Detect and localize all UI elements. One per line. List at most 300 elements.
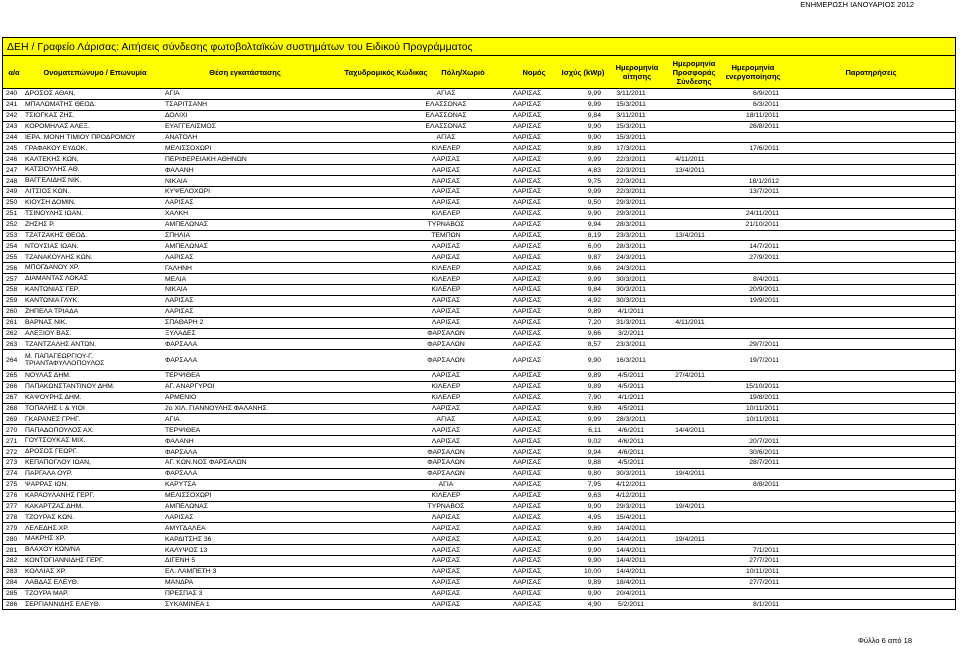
cell-offer <box>663 491 717 501</box>
cell-act <box>725 198 779 208</box>
cell-city: ΤΥΡΝΑΒΟΣ <box>427 503 465 510</box>
cell-app: 5/2/2011 <box>618 601 644 609</box>
cell-app: 3/11/2011 <box>616 90 646 98</box>
cell-aa: 245 <box>6 144 18 152</box>
cell-power: 10,00 <box>583 568 601 576</box>
cell-offer <box>663 578 717 588</box>
cell-app: 16/3/2011 <box>616 356 646 364</box>
cell-aa: 278 <box>6 513 18 521</box>
cell-aa: 274 <box>6 470 18 478</box>
cell-aa: 283 <box>6 568 18 576</box>
cell-act: 20/9/2011 <box>749 286 779 294</box>
cell-power: 9,75 <box>587 177 601 185</box>
cell-power: 9,90 <box>587 546 601 554</box>
cell-place: ΝΙΚΑΙΑ <box>165 286 188 294</box>
cell-offer <box>663 404 717 414</box>
cell-act: 18/11/2011 <box>745 112 779 120</box>
cell-city: ΛΑΡΙΣΑΣ <box>431 242 461 250</box>
cell-pref: ΛΑΡΙΣΑΣ <box>512 437 542 445</box>
table-row <box>2 220 956 231</box>
cell-city: ΛΑΡΙΣΑΣ <box>431 372 461 380</box>
table-row <box>2 589 956 600</box>
cell-pref: ΛΑΡΙΣΑΣ <box>512 232 542 240</box>
cell-app: 15/3/2011 <box>616 134 646 141</box>
cell-act <box>725 165 779 175</box>
cell-pref: ΛΑΡΙΣΑΣ <box>512 372 542 380</box>
cell-city: ΛΑΡΙΣΑΣ <box>431 513 461 521</box>
cell-act <box>725 263 779 273</box>
cell-app: 22/3/2011 <box>616 166 646 174</box>
cell-zip <box>333 220 403 230</box>
cell-pref: ΛΑΡΙΣΑΣ <box>512 470 542 478</box>
cell-power: 9,80 <box>587 470 601 478</box>
cell-name: ΖΗΣΗΣ Ρ. <box>25 220 55 228</box>
cell-aa: 286 <box>6 601 18 609</box>
cell-name: ΔΡΟΣΟΣ ΓΕΩΡΓ. <box>25 448 78 456</box>
cell-city: ΛΑΡΙΣΑΣ <box>431 297 461 305</box>
cell-pref: ΛΑΡΙΣΑΣ <box>512 546 542 554</box>
cell-act: 28/7/2011 <box>749 459 779 467</box>
cell-act <box>725 329 779 339</box>
cell-zip <box>333 491 403 501</box>
cell-name: ΑΛΕΞΙΟΥ ΒΑΣ. <box>25 329 72 337</box>
cell-zip <box>333 111 403 121</box>
cell-aa: 244 <box>6 134 18 141</box>
cell-name: ΔΙΑΜΑΝΤΑΣ ΛΟΚΑΣ <box>25 275 88 283</box>
cell-aa: 248 <box>6 177 18 185</box>
table-row <box>2 393 956 404</box>
cell-zip <box>333 425 403 435</box>
cell-offer: 19/4/2011 <box>675 535 705 543</box>
cell-city: ΛΑΡΙΣΑΣ <box>431 426 461 434</box>
cell-pref: ΛΑΡΙΣΑΣ <box>512 448 542 456</box>
cell-power: 9,63 <box>587 492 601 500</box>
cell-place: ΑΜΠΕΛΩΝΑΣ <box>165 503 208 510</box>
cell-act <box>725 534 779 544</box>
cell-aa: 277 <box>6 503 18 510</box>
cell-act: 19/8/2011 <box>749 394 779 402</box>
cell-place: ΜΕΛΙΑ <box>165 275 187 283</box>
cell-zip <box>333 414 403 424</box>
cell-app: 31/3/2011 <box>616 319 646 327</box>
cell-place: ΑΡΜΕΝΙΟ <box>165 394 197 402</box>
cell-city: ΑΓΙΑΣ <box>436 415 456 423</box>
table-row <box>2 491 956 502</box>
cell-app: 4/12/2011 <box>616 481 646 489</box>
cell-app: 22/3/2011 <box>616 188 646 196</box>
header-aa: α/α <box>8 67 20 77</box>
cell-app: 14/4/2011 <box>616 546 646 554</box>
cell-act: 6/3/2011 <box>753 101 779 109</box>
cell-act <box>725 502 779 512</box>
table-row <box>2 252 956 263</box>
cell-power: 4,92 <box>587 297 601 305</box>
cell-zip <box>333 176 403 186</box>
cell-name: ΚΟΛΛΙΑΣ ΧΡ. <box>25 568 67 576</box>
table-row <box>2 512 956 523</box>
cell-act <box>725 231 779 241</box>
cell-place: ΑΓ. ΑΝΑΡΓΥΡΟΙ <box>165 383 215 391</box>
table-header <box>2 56 956 89</box>
cell-act: 15/10/2011 <box>745 383 779 391</box>
cell-aa: 262 <box>6 330 18 338</box>
cell-zip <box>333 143 403 153</box>
cell-zip <box>333 339 403 349</box>
cell-power: 4,90 <box>587 601 601 609</box>
cell-pref: ΛΑΡΙΣΑΣ <box>512 210 542 218</box>
cell-power: 9,90 <box>587 503 601 510</box>
cell-name: ΒΑΡΝΑΣ ΝΙΚ. <box>25 318 68 326</box>
cell-pref: ΛΑΡΙΣΑΣ <box>512 286 542 294</box>
cell-aa: 252 <box>6 221 18 229</box>
cell-act <box>725 307 779 317</box>
cell-power: 9,89 <box>587 524 601 532</box>
cell-power: 9,90 <box>587 590 601 598</box>
cell-offer: 14/4/2011 <box>675 426 705 434</box>
cell-zip <box>333 241 403 251</box>
cell-name: ΛΑΒΔΑΣ ΕΛΕΥΘ. <box>25 578 79 586</box>
cell-power: 9,84 <box>587 112 601 120</box>
cell-act: 27/7/2011 <box>749 557 779 565</box>
cell-app: 3/11/2011 <box>616 112 646 120</box>
cell-app: 30/3/2011 <box>616 470 646 478</box>
cell-name: ΤΣΙΟΓΚΑΣ ΖΗΣ. <box>25 111 75 119</box>
cell-name: ΚΟΡΟΜΗΛΑΣ ΑΛΕΞ. <box>25 122 90 130</box>
cell-app: 14/4/2011 <box>616 568 646 576</box>
cell-power: 9,84 <box>587 286 601 294</box>
table-row <box>2 534 956 545</box>
cell-city: ΛΑΡΙΣΑΣ <box>431 546 461 554</box>
cell-city: ΛΑΡΙΣΑΣ <box>431 188 461 196</box>
cell-power: 9,66 <box>587 330 601 338</box>
cell-zip <box>333 447 403 457</box>
cell-aa: 285 <box>6 590 18 598</box>
cell-aa: 255 <box>6 253 18 261</box>
table-row <box>2 480 956 491</box>
cell-name: ΚΑΡΑΟΥΛΑΝΗΣ ΓΕΡΓ. <box>25 491 95 499</box>
cell-offer <box>663 458 717 468</box>
cell-zip <box>333 187 403 197</box>
cell-aa: 258 <box>6 286 18 294</box>
cell-pref: ΛΑΡΙΣΑΣ <box>512 101 542 109</box>
cell-name: ΖΗΠΕΛΑ ΤΡΙΑΔΑ <box>25 308 79 315</box>
cell-offer <box>663 263 717 273</box>
cell-city: ΤΥΡΝΑΒΟΣ <box>427 221 465 229</box>
cell-pref: ΛΑΡΙΣΑΣ <box>512 340 542 348</box>
cell-zip <box>333 252 403 262</box>
cell-app: 29/3/2011 <box>616 503 646 510</box>
cell-offer <box>663 274 717 284</box>
cell-zip <box>333 393 403 403</box>
cell-city: ΤΕΜΠΩΝ <box>431 232 461 240</box>
cell-app: 14/4/2011 <box>616 535 646 543</box>
cell-power: 9,94 <box>587 448 601 456</box>
cell-pref: ΛΑΡΙΣΑΣ <box>512 383 542 391</box>
table-row <box>2 296 956 307</box>
table-row <box>2 329 956 340</box>
top-bar <box>0 0 960 9</box>
cell-pref: ΛΑΡΙΣΑΣ <box>512 356 542 364</box>
cell-offer <box>663 414 717 424</box>
cell-app: 4/5/2011 <box>618 372 644 380</box>
cell-pref: ΛΑΡΙΣΑΣ <box>512 503 542 510</box>
cell-offer <box>663 143 717 153</box>
cell-zip <box>333 296 403 306</box>
cell-pref: ΛΑΡΙΣΑΣ <box>512 404 542 412</box>
cell-offer <box>663 220 717 230</box>
cell-pref: ΛΑΡΙΣΑΣ <box>512 319 542 327</box>
cell-act: 19/7/2011 <box>749 356 779 364</box>
cell-place: ΚΑΛΥΨΟΣ 13 <box>165 546 208 554</box>
cell-aa: 266 <box>6 383 18 391</box>
cell-name: ΤΖΑΝΤΖΑΛΗΣ ΑΝΤΩΝ. <box>25 340 97 348</box>
table-row <box>2 556 956 567</box>
cell-offer <box>663 556 717 566</box>
cell-name: ΙΕΡΑ. ΜΟΝΗ ΤΙΜΙΟΥ ΠΡΟΔΡΟΜΟΥ <box>25 133 136 141</box>
cell-act: 10/11/2011 <box>745 404 779 412</box>
cell-place: ΛΑΡΙΣΑΣ <box>165 513 194 521</box>
cell-city: ΚΙΛΕΛΕΡ <box>431 210 461 218</box>
cell-power: 9,99 <box>587 188 601 196</box>
cell-pref: ΛΑΡΙΣΑΣ <box>512 155 542 163</box>
cell-offer <box>663 350 717 370</box>
cell-aa: 270 <box>6 426 18 434</box>
header-power: Ισχύς (kWp) <box>561 67 605 77</box>
table-row <box>2 187 956 198</box>
table-row <box>2 209 956 220</box>
update-note: ΕΝΗΜΕΡΩΣΗ ΙΑΝΟΥΑΡΙΟΣ 2012 <box>800 0 914 9</box>
table-row <box>2 404 956 415</box>
table-row <box>2 447 956 458</box>
cell-pref: ΛΑΡΙΣΑΣ <box>512 590 542 598</box>
cell-pref: ΛΑΡΙΣΑΣ <box>512 492 542 500</box>
cell-city: ΚΙΛΕΛΕΡ <box>431 492 461 500</box>
cell-city: ΕΛΑΣΣΟΝΑΣ <box>425 101 467 109</box>
cell-zip <box>333 534 403 544</box>
cell-act: 8/1/2011 <box>753 601 779 609</box>
cell-act: 29/7/2011 <box>749 340 779 348</box>
page-footer: Φύλλο 6 από 18 <box>857 636 912 645</box>
table-row <box>2 133 956 144</box>
cell-place: ΤΣΑΡΙΤΣΑΝΗ <box>165 101 208 109</box>
cell-name: ΛΕΛΕΔΗΣ ΧΡ. <box>25 524 69 532</box>
table-row <box>2 285 956 296</box>
cell-name: ΚΕΠΑΠΟΓΛΟΥ ΙΩΑΝ, <box>25 459 91 467</box>
table-row <box>2 231 956 242</box>
cell-act: 30/6/2011 <box>749 448 779 456</box>
cell-place: ΑΓΙΑ <box>165 90 180 98</box>
cell-act <box>725 491 779 501</box>
cell-app: 28/3/2011 <box>616 221 646 229</box>
cell-place: ΚΑΡΔΙΤΣΗΣ 36 <box>165 535 212 543</box>
cell-offer <box>663 589 717 599</box>
cell-name: ΓΚΑΡΑΝΕΣ ΓΡΗΓ. <box>25 415 80 423</box>
cell-app: 14/4/2011 <box>616 524 646 532</box>
cell-act: 27/9/2011 <box>749 253 779 261</box>
cell-place: ΦΑΛΑΝΗ <box>165 166 194 174</box>
cell-zip <box>333 523 403 533</box>
cell-power: 9,66 <box>587 264 601 272</box>
cell-power: 9,90 <box>587 557 601 565</box>
table-row <box>2 523 956 534</box>
header-offer-date: Ημερομηνία Προσφοράς Σύνδεσης <box>672 58 716 86</box>
table-row <box>2 111 956 122</box>
table-body <box>2 89 956 610</box>
table-row <box>2 502 956 513</box>
cell-app: 4/1/2011 <box>618 308 644 316</box>
table-row <box>2 318 956 329</box>
cell-pref: ΛΑΡΙΣΑΣ <box>512 123 542 131</box>
cell-zip <box>333 567 403 577</box>
cell-place: ΦΑΛΑΝΗ <box>165 437 194 445</box>
cell-offer <box>663 100 717 110</box>
header-name: Ονοματεπώνυμο / Επωνυμία <box>43 67 147 77</box>
cell-app: 22/3/2011 <box>616 177 646 185</box>
cell-app: 29/3/2011 <box>616 210 646 218</box>
cell-place: ΝΙΚΑΙΑ <box>165 177 188 185</box>
cell-place: ΚΥΨΕΛΟΧΩΡΙ <box>165 188 210 196</box>
table-row <box>2 122 956 133</box>
cell-zip <box>333 545 403 555</box>
cell-act: 19/9/2011 <box>749 297 779 305</box>
cell-place: ΛΑΡΙΣΑΣ <box>165 253 194 261</box>
cell-zip <box>333 198 403 208</box>
cell-name: ΛΙΤΣΙΟΣ ΚΩΝ. <box>25 188 70 196</box>
cell-power: 9,90 <box>587 356 601 364</box>
cell-name: ΚΑΤΣΙΟΥΛΗΣ ΑΘ. <box>25 166 80 174</box>
cell-power: 9,50 <box>587 199 601 207</box>
cell-aa: 261 <box>6 319 18 327</box>
cell-power: 9,89 <box>587 579 601 587</box>
table-row <box>2 176 956 187</box>
header-place: Θέση εγκατάστασης <box>209 67 281 77</box>
table-row <box>2 274 956 285</box>
cell-pref: ΛΑΡΙΣΑΣ <box>512 394 542 402</box>
cell-aa: 257 <box>6 275 18 283</box>
cell-aa: 254 <box>6 242 18 250</box>
cell-act <box>725 133 779 143</box>
cell-power: 9,90 <box>587 210 601 218</box>
table-row <box>2 350 956 371</box>
cell-place: 2ο ΧΙΛ. ΓΙΑΝΝΟΥΛΗΣ ΦΑΛΑΝΗΣ <box>165 404 267 412</box>
cell-name: ΚΑΨΟΥΡΗΣ ΔΗΜ. <box>25 393 82 401</box>
cell-aa: 243 <box>6 123 18 131</box>
cell-pref: ΛΑΡΙΣΑΣ <box>512 166 542 174</box>
cell-pref: ΛΑΡΙΣΑΣ <box>512 415 542 423</box>
cell-city: ΛΑΡΙΣΑΣ <box>431 590 461 598</box>
cell-act: 10/11/2011 <box>745 415 779 423</box>
cell-power: 4,95 <box>587 513 601 521</box>
cell-power: 9,99 <box>587 415 601 423</box>
cell-act: 27/7/2011 <box>749 579 779 587</box>
cell-offer <box>663 512 717 522</box>
cell-act <box>725 469 779 479</box>
cell-aa: 247 <box>6 166 18 174</box>
cell-power: 4,83 <box>587 166 601 174</box>
cell-aa: 250 <box>6 199 18 207</box>
cell-place: ΣΠΑΘΑΡΗ 2 <box>165 319 204 327</box>
cell-offer <box>663 436 717 446</box>
document-title: ΔΕΗ / Γραφείο Λάρισας: Αιτήσεις σύνδεσης φωτοβολταϊκών συστημάτων του Ειδικού Προγράμματος <box>2 37 956 56</box>
cell-place: ΛΑΡΙΣΑΣ <box>165 297 194 305</box>
header-prefecture: Νομός <box>522 67 546 77</box>
cell-pref: ΛΑΡΙΣΑΣ <box>512 568 542 576</box>
cell-offer <box>663 447 717 457</box>
cell-zip <box>333 578 403 588</box>
cell-place: ΣΥΚΑΜΙΝΕΑ 1 <box>165 601 210 609</box>
cell-pref: ΛΑΡΙΣΑΣ <box>512 557 542 565</box>
cell-app: 4/12/2011 <box>616 492 646 500</box>
cell-name: ΤΖΟΥΡΑ ΜΑΡ. <box>25 589 69 597</box>
cell-city: ΑΓΙΑΣ <box>436 134 456 141</box>
cell-app: 30/3/2011 <box>616 275 646 283</box>
cell-zip <box>333 458 403 468</box>
cell-power: 9,87 <box>587 253 601 261</box>
cell-zip <box>333 285 403 295</box>
cell-city: ΑΓΙΑΣ <box>436 90 456 98</box>
cell-app: 20/4/2011 <box>616 590 646 598</box>
cell-name: ΚΑΝΤΩΝΙΑΣ ΓΕΡ. <box>25 286 80 294</box>
cell-zip <box>333 318 403 328</box>
cell-act <box>725 512 779 522</box>
cell-zip <box>333 404 403 414</box>
cell-place: ΑΓΙΑ <box>165 415 180 423</box>
cell-offer <box>663 393 717 403</box>
cell-pref: ΛΑΡΙΣΑΣ <box>512 601 542 609</box>
cell-offer: 19/4/2011 <box>675 503 705 510</box>
cell-zip <box>333 133 403 143</box>
cell-app: 15/3/2011 <box>616 101 646 109</box>
cell-place: ΦΑΡΣΑΛΑ <box>165 356 198 364</box>
cell-name: ΤΟΠΑΛΗΣ Ι. & ΥΙΟΙ <box>25 404 85 412</box>
cell-name: ΠΑΠΑΔΟΠΟΥΛΟΣ ΑΧ. <box>25 426 94 434</box>
cell-offer <box>663 567 717 577</box>
cell-act <box>725 425 779 435</box>
cell-power: 9,89 <box>587 144 601 152</box>
cell-zip <box>333 231 403 241</box>
cell-aa: 284 <box>6 579 18 587</box>
cell-city: ΦΑΡΣΑΛΩΝ <box>427 356 465 364</box>
table-row <box>2 165 956 176</box>
cell-power: 7,90 <box>587 394 601 402</box>
cell-name: ΝΤΟΥΣΙΑΣ ΙΩΑΝ. <box>25 242 79 250</box>
table-row <box>2 89 956 100</box>
cell-city: ΦΑΡΣΑΛΩΝ <box>427 340 465 348</box>
cell-pref: ΛΑΡΙΣΑΣ <box>512 188 542 196</box>
cell-pref: ΛΑΡΙΣΑΣ <box>512 144 542 152</box>
cell-power: 9,90 <box>587 123 601 131</box>
cell-power: 9,89 <box>587 383 601 391</box>
cell-zip <box>333 436 403 446</box>
cell-name: ΜΑΚΡΗΣ ΧΡ. <box>25 535 66 543</box>
header-zip: Ταχυδρομικός Κώδικας <box>344 67 428 77</box>
cell-act: 7/1/2011 <box>753 546 779 554</box>
cell-pref: ΛΑΡΙΣΑΣ <box>512 112 542 120</box>
cell-name: ΚΑΚΑΡΤΖΑΣ ΔΗΜ. <box>25 502 84 510</box>
cell-pref: ΛΑΡΙΣΑΣ <box>512 426 542 434</box>
cell-zip <box>333 274 403 284</box>
cell-city: ΛΑΡΙΣΑΣ <box>431 601 461 609</box>
table-row <box>2 425 956 436</box>
cell-app: 24/3/2011 <box>616 253 646 261</box>
cell-power: 9,89 <box>587 404 601 412</box>
cell-city: ΛΑΡΙΣΑΣ <box>431 557 461 565</box>
cell-name: ΠΑΡΓΑΛΑ ΟΥΡ. <box>25 470 73 478</box>
cell-place: ΑΝΑΤΟΛΗ <box>165 134 198 141</box>
cell-zip <box>333 89 403 99</box>
cell-power: 9,88 <box>587 459 601 467</box>
cell-name: ΤΣΙΝΟΥΛΗΣ ΙΩΑΝ. <box>25 209 84 217</box>
